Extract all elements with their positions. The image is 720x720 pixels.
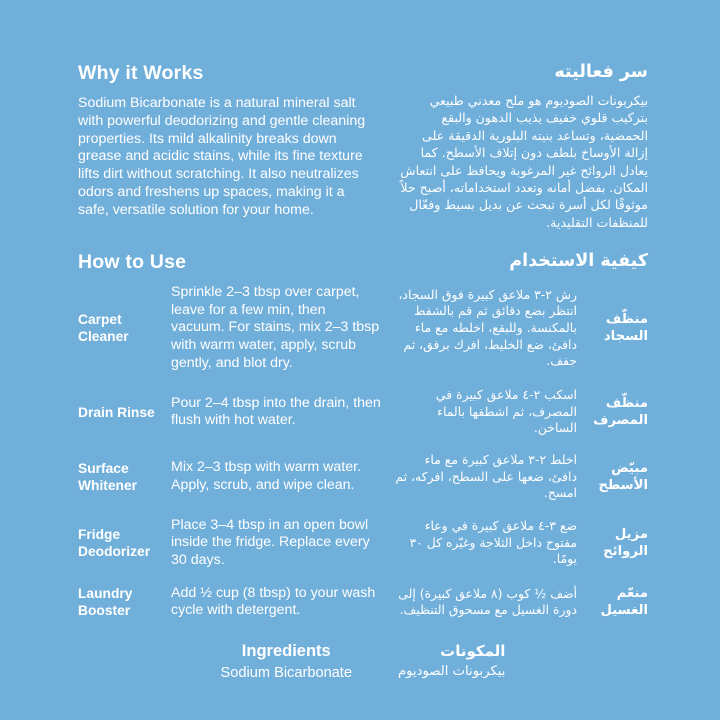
usage-desc-en: Sprinkle 2–3 tbsp over carpet, leave for a few min, then vacuum. For stains, mix 2–3 tbsp with warm water, apply, scrub gently, and blot dry. (171, 284, 380, 371)
usage-label-en: Surface Whitener (78, 460, 138, 493)
why-it-works-body-ar: بيكربونات الصوديوم هو ملح معدني طبيعي بتركيب قلوي خفيف يذيب الدهون والبقع الحمضية، وتساعد بنيته البلورية الدقيقة على إزالة الأوساخ بلطف دون إتلاف الأسطح. كما يعادل الروائح غير المرغوبة ويحافظ على انتعاش المكان. بفضل أمانه وتعدد استخداماته، أصبح حلاً موثوقًا لكل أسرة تبحث عن بديل بسيط وفعّال للمنظفات التقليدية. (400, 93, 648, 230)
usage-label-ar: مبيّض الأسطح (598, 460, 648, 493)
why-it-works-ar (396, 62, 648, 231)
usage-list (78, 284, 648, 620)
usage-label-ar: مزيل الروائح (603, 527, 648, 560)
usage-label-en: Drain Rinse (78, 404, 155, 420)
usage-label-ar: منظّف السجاد (603, 312, 648, 345)
usage-desc-en: Add ½ cup (8 tbsp) to your wash cycle with detergent. (171, 584, 376, 619)
usage-label-en: Carpet Cleaner (78, 312, 129, 345)
usage-desc-en: Pour 2–4 tbsp into the drain, then flush with hot water. (171, 394, 381, 429)
how-to-use-title-en: How to Use (78, 251, 187, 274)
usage-desc-ar: ضع ٣-٤ ملاعق كبيرة في وعاء مفتوح داخل الثلاجة وغيّره كل ٣٠ يومًا. (409, 518, 577, 567)
ingredients-ar (398, 642, 505, 681)
usage-label-ar: منظّف المصرف (593, 396, 648, 429)
why-it-works-title-en: Why it Works (78, 62, 204, 84)
usage-desc-en: Place 3–4 tbsp in an open bowl inside the fridge. Replace every 30 days. (171, 516, 370, 568)
why-it-works-en (78, 62, 374, 220)
usage-label-en: Laundry Booster (78, 586, 133, 619)
usage-desc-ar: أضف ½ كوب (٨ ملاعق كبيرة) إلى دورة الغسيل مع مسحوق التنظيف. (398, 585, 577, 618)
intro-section (78, 62, 648, 231)
why-it-works-body-en: Sodium Bicarbonate is a natural mineral salt with powerful deodorizing and gentle cleaning properties. Its mild alkalinity breaks down grease and acidic stains, while its fine texture lifts dirt without scratching. It also neutralizes odors and freshens up spaces, making it a safe, versatile solution for your home. (78, 95, 366, 218)
usage-label-en: Fridge Deodorizer (78, 527, 151, 560)
ingredients-en (221, 642, 352, 681)
ingredients-value-ar: بيكربونات الصوديوم (397, 663, 506, 679)
usage-row-fridge-deodorizer (78, 517, 648, 570)
usage-desc-en: Mix 2–3 tbsp with warm water. Apply, scrub, and wipe clean. (171, 459, 362, 493)
ingredients-title-ar: المكونات (440, 641, 506, 660)
ingredients-value-en: Sodium Bicarbonate (220, 664, 352, 681)
usage-desc-ar: رش ٢-٣ ملاعق كبيرة فوق السجاد، انتظر بضع دقائق ثم قم بالشفط بالمكنسة. وللبقع، اخلطه مع ماء دافئ، ضع الخليط، افرك برفق، ثم جفف. (398, 286, 577, 369)
ingredients-section (78, 642, 648, 681)
how-to-use-header (78, 251, 648, 274)
usage-row-drain-rinse (78, 387, 648, 437)
how-to-use-title-ar: كيفية الاستخدام (509, 251, 648, 272)
ingredients-title-en: Ingredients (241, 641, 331, 660)
usage-row-laundry-booster (78, 585, 648, 620)
usage-desc-ar: اسكب ٢-٤ ملاعق كبيرة في المصرف، ثم اشطفها بالماء الساخن. (435, 387, 577, 436)
usage-label-ar: منعّم الغسيل (600, 586, 648, 619)
why-it-works-title-ar: سر فعاليته (554, 62, 648, 82)
usage-desc-ar: اخلط ٢-٣ ملاعق كبيرة مع ماء دافئ، ضعها على السطح، افركه، ثم امسح. (395, 452, 577, 501)
usage-row-carpet-cleaner (78, 284, 648, 372)
usage-row-surface-whitener (78, 452, 648, 502)
